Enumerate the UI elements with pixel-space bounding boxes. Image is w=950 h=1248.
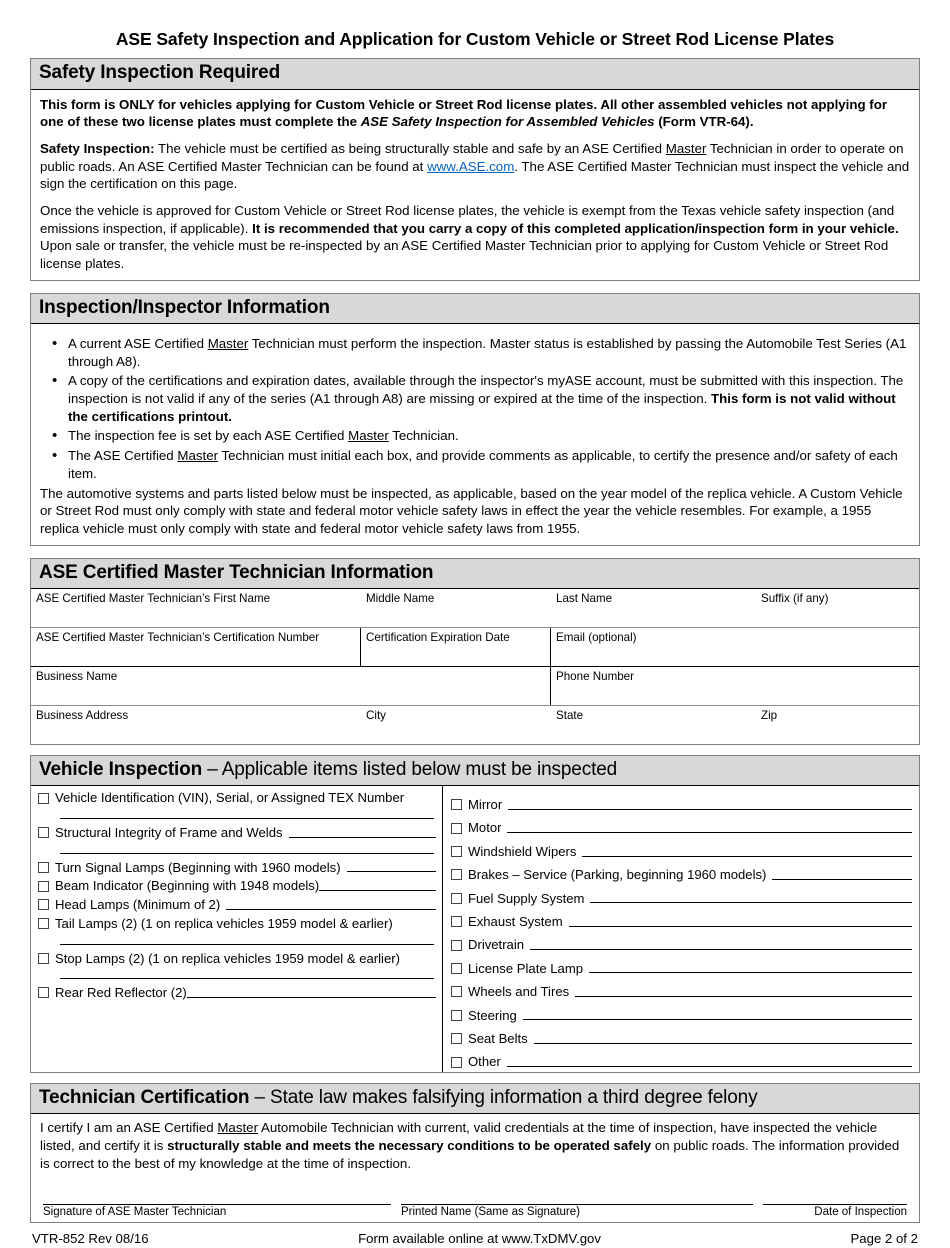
field-business-name[interactable] bbox=[31, 667, 551, 705]
comment-line[interactable] bbox=[575, 996, 912, 997]
safety-paragraph-1 bbox=[40, 96, 910, 131]
field-label: State bbox=[556, 708, 584, 722]
signature-field[interactable] bbox=[43, 1204, 401, 1220]
inspection-item-label: Turn Signal Lamps (Beginning with 1960 models) bbox=[55, 859, 341, 875]
bullet2-a: A copy of the certifications and expiration dates, available through the inspector's myASE account, must be submitted with this inspection. The inspection is not valid if any of the series (A1 through A8) are missing or expired at the time of the inspection. bbox=[68, 373, 904, 407]
section-safety-inspection bbox=[30, 58, 920, 280]
safety-paragraph-2 bbox=[40, 140, 910, 193]
inspection-item-label: Fuel Supply System bbox=[468, 890, 585, 906]
cert-text-b: Automobile Technician with current, valid credentials at the time of inspection, have inspected the vehicle listed, and certify it is bbox=[40, 1120, 878, 1154]
inspector-closing-paragraph: The automotive systems and parts listed below must be inspected, as applicable, based on the year model of the replica vehicle. A Custom Vehicle or Street Rod must only comply with state and federal motor vehicle safety laws in effect the year the vehicle resembles. For example, a 1955 replica vehicle must only comply with state and federal motor vehicle safety laws from 1955. bbox=[40, 485, 903, 536]
inspection-item-label: Brakes – Service (Parking, beginning 1960 models) bbox=[468, 867, 767, 883]
comment-line[interactable] bbox=[589, 972, 912, 973]
safety-p1-italic: ASE Safety Inspection for Assembled Vehicles bbox=[360, 114, 655, 130]
field-certification-number[interactable] bbox=[31, 628, 361, 666]
field-label: Certification Expiration Date bbox=[366, 630, 510, 644]
printed-name-field[interactable] bbox=[401, 1204, 763, 1220]
checkbox-icon[interactable] bbox=[38, 899, 49, 910]
section-inspector-information bbox=[30, 293, 920, 546]
inspection-item-label: Other bbox=[468, 1054, 501, 1070]
inspection-item[interactable] bbox=[451, 976, 912, 999]
inspection-item-label: Structural Integrity of Frame and Welds bbox=[55, 825, 283, 841]
safety-p2-label: Safety Inspection: bbox=[40, 141, 155, 157]
bullet1-b: Technician must perform the inspection. Master status is established by passing the Automobile Test Series (A1 through A8). bbox=[68, 336, 907, 369]
field-last-name[interactable] bbox=[551, 589, 756, 627]
inspection-item-label: Beam Indicator (Beginning with 1948 models) bbox=[55, 878, 320, 894]
section-vehicle-inspection bbox=[30, 755, 920, 1073]
field-label: Phone Number bbox=[556, 669, 634, 683]
cert-text-bold: structurally stable and meets the necessary conditions to be operated safely bbox=[167, 1138, 652, 1154]
inspection-item-label: Seat Belts bbox=[468, 1030, 528, 1046]
comment-line[interactable] bbox=[772, 879, 912, 880]
field-label: City bbox=[366, 708, 386, 722]
inspection-item[interactable] bbox=[451, 1000, 912, 1023]
field-label: Middle Name bbox=[366, 591, 435, 605]
comment-line[interactable] bbox=[507, 1066, 912, 1067]
field-label: Suffix (if any) bbox=[761, 591, 829, 605]
safety-paragraph-3 bbox=[40, 202, 910, 273]
list-item bbox=[66, 335, 910, 370]
ase-website-link[interactable]: www.ASE.com bbox=[427, 158, 515, 174]
safety-p1-b: (Form VTR-64). bbox=[654, 114, 754, 130]
spacer bbox=[38, 875, 436, 877]
spacer bbox=[38, 966, 436, 978]
checkbox-icon[interactable] bbox=[451, 1033, 462, 1044]
checkbox-icon[interactable] bbox=[451, 846, 462, 857]
spacer bbox=[38, 854, 436, 859]
checkbox-icon[interactable] bbox=[38, 862, 49, 873]
inspector-bullet-list bbox=[40, 335, 910, 482]
footer-availability: Form available online at www.TxDMV.gov bbox=[358, 1231, 601, 1247]
field-label: Business Name bbox=[36, 669, 118, 683]
bullet4-master: Master bbox=[177, 448, 219, 464]
inspection-item[interactable] bbox=[451, 789, 912, 812]
inspection-item[interactable] bbox=[38, 951, 436, 967]
comment-line[interactable] bbox=[319, 890, 436, 891]
table-row bbox=[31, 706, 919, 744]
certification-statement bbox=[40, 1119, 910, 1172]
field-label: Zip bbox=[761, 708, 778, 722]
inspection-item-label: Head Lamps (Minimum of 2) bbox=[55, 897, 221, 913]
page-title: ASE Safety Inspection and Application for Custom Vehicle or Street Rod License Plates bbox=[115, 29, 835, 49]
field-label: Email (optional) bbox=[556, 630, 637, 644]
spacer bbox=[38, 841, 436, 853]
checkbox-icon[interactable] bbox=[38, 918, 49, 929]
checkbox-icon[interactable] bbox=[38, 881, 49, 892]
inspection-item[interactable] bbox=[38, 916, 436, 932]
inspection-item-label: Windshield Wipers bbox=[468, 843, 577, 859]
spacer bbox=[38, 913, 436, 915]
vehicle-inspection-left-column bbox=[31, 786, 443, 1072]
field-email[interactable] bbox=[551, 628, 919, 666]
inspection-item-label: Drivetrain bbox=[468, 937, 525, 953]
inspection-item[interactable] bbox=[38, 860, 436, 876]
inspector-information-heading: Inspection/Inspector Information bbox=[31, 294, 919, 324]
comment-line[interactable] bbox=[569, 926, 912, 927]
list-item bbox=[66, 447, 910, 482]
comment-line[interactable] bbox=[507, 832, 912, 833]
inspection-item[interactable] bbox=[451, 813, 912, 836]
vehicle-inspection-right-column bbox=[443, 786, 919, 1072]
vehicle-inspection-heading-bold: Vehicle Inspection bbox=[39, 758, 203, 780]
safety-p3-b: Upon sale or transfer, the vehicle must be re-inspected by an ASE Certified Master Technician prior to applying for Custom Vehicle or Street Rod license plates. bbox=[40, 238, 889, 272]
inspection-item[interactable] bbox=[451, 1023, 912, 1046]
list-item bbox=[66, 427, 910, 445]
field-certification-expiration[interactable] bbox=[361, 628, 551, 666]
comment-line[interactable] bbox=[530, 949, 912, 950]
field-label: ASE Certified Master Technician’s Certification Number bbox=[36, 630, 320, 644]
table-row bbox=[31, 628, 919, 667]
technician-information-heading: ASE Certified Master Technician Information bbox=[31, 559, 919, 589]
bullet4-b: Technician must initial each box, and provide comments as applicable, to certify the presence and/or safety of each item. bbox=[68, 448, 898, 481]
technician-information-grid bbox=[31, 589, 919, 744]
comment-line[interactable] bbox=[226, 909, 436, 910]
page-footer bbox=[30, 1227, 920, 1248]
checkbox-icon[interactable] bbox=[451, 893, 462, 904]
spacer bbox=[38, 945, 436, 950]
safety-p2-c: . The ASE Certified Master Technician must inspect the vehicle and sign the certification on this page. bbox=[40, 158, 910, 192]
comment-line[interactable] bbox=[590, 902, 912, 903]
inspection-item[interactable] bbox=[451, 953, 912, 976]
inspection-item-label: Vehicle Identification (VIN), Serial, or Assigned TEX Number bbox=[55, 790, 405, 806]
certification-heading-rest: – State law makes falsifying information a third degree felony bbox=[249, 1087, 758, 1109]
comment-line[interactable] bbox=[534, 1043, 912, 1044]
bullet3-b: Technician. bbox=[388, 428, 459, 444]
inspection-item[interactable] bbox=[451, 883, 912, 906]
inspection-item-label: Tail Lamps (2) (1 on replica vehicles 1959 model & earlier) bbox=[55, 915, 393, 931]
field-label: ASE Certified Master Technician’s First Name bbox=[36, 591, 271, 605]
comment-line[interactable] bbox=[508, 809, 912, 810]
inspection-item[interactable] bbox=[38, 825, 436, 841]
inspection-item[interactable] bbox=[451, 930, 912, 953]
section-technician-certification bbox=[30, 1083, 920, 1223]
comment-line[interactable] bbox=[347, 871, 436, 872]
field-suffix[interactable] bbox=[756, 589, 919, 627]
checkbox-icon[interactable] bbox=[38, 827, 49, 838]
comment-line[interactable] bbox=[289, 837, 436, 838]
inspection-item-label: Stop Lamps (2) (1 on replica vehicles 1959 model & earlier) bbox=[55, 950, 400, 966]
field-middle-name[interactable] bbox=[361, 589, 551, 627]
field-business-address[interactable] bbox=[31, 706, 361, 744]
vehicle-inspection-columns bbox=[31, 786, 919, 1072]
checkbox-icon[interactable] bbox=[38, 953, 49, 964]
checkbox-icon[interactable] bbox=[38, 987, 49, 998]
certification-heading-bold: Technician Certification bbox=[39, 1087, 250, 1109]
spacer bbox=[38, 894, 436, 896]
certification-body bbox=[31, 1114, 919, 1222]
field-phone-number[interactable] bbox=[551, 667, 919, 705]
table-row bbox=[31, 667, 919, 706]
inspection-item[interactable] bbox=[451, 836, 912, 859]
inspection-item[interactable] bbox=[38, 790, 436, 806]
inspection-item-label: License Plate Lamp bbox=[468, 960, 584, 976]
inspection-item-label: Motor bbox=[468, 820, 502, 836]
checkbox-icon[interactable] bbox=[451, 916, 462, 927]
footer-page-number: Page 2 of 2 bbox=[850, 1231, 918, 1247]
spacer bbox=[38, 932, 436, 944]
bullet3-master: Master bbox=[348, 428, 389, 444]
field-first-name[interactable] bbox=[31, 589, 361, 627]
safety-inspection-heading: Safety Inspection Required bbox=[31, 59, 919, 89]
safety-p2-master: Master bbox=[665, 141, 707, 157]
checkbox-icon[interactable] bbox=[451, 986, 462, 997]
footer-form-number: VTR-852 Rev 08/16 bbox=[32, 1231, 149, 1247]
checkbox-icon[interactable] bbox=[451, 1010, 462, 1021]
comment-line[interactable] bbox=[582, 856, 912, 857]
field-label: Business Address bbox=[36, 708, 129, 722]
checkbox-icon[interactable] bbox=[451, 940, 462, 951]
inspector-information-body bbox=[31, 324, 919, 544]
inspection-item[interactable] bbox=[38, 878, 436, 894]
safety-p2-b: Technician in order to operate on public roads. An ASE Certified Master Technician can be found at bbox=[40, 141, 904, 174]
checkbox-icon[interactable] bbox=[451, 799, 462, 810]
inspection-item-label: Mirror bbox=[468, 797, 503, 813]
safety-p3-a: Once the vehicle is approved for Custom Vehicle or Street Rod license plates, the vehicle is exempt from the Texas vehicle safety inspection (and emissions inspection, if applicable). bbox=[40, 203, 895, 236]
cert-text-c: on public roads. The information provided is correct to the best of my knowledge at the time of inspection. bbox=[40, 1138, 900, 1171]
comment-line[interactable] bbox=[187, 997, 436, 998]
field-state[interactable] bbox=[551, 706, 756, 744]
spacer bbox=[38, 819, 436, 824]
checkbox-icon[interactable] bbox=[451, 1057, 462, 1068]
vehicle-inspection-heading-rest: – Applicable items listed below must be inspected bbox=[202, 758, 618, 780]
bullet4-a: The ASE Certified bbox=[68, 448, 178, 464]
list-item bbox=[66, 372, 910, 425]
inspection-item[interactable] bbox=[451, 1047, 912, 1070]
section-technician-information bbox=[30, 558, 920, 745]
checkbox-icon[interactable] bbox=[451, 869, 462, 880]
inspection-item[interactable] bbox=[451, 860, 912, 883]
safety-inspection-body bbox=[31, 90, 919, 280]
cert-text-master: Master bbox=[217, 1120, 258, 1136]
field-label: Last Name bbox=[556, 591, 613, 605]
spacer bbox=[38, 979, 436, 984]
field-zip[interactable] bbox=[756, 706, 919, 744]
bullet1-master: Master bbox=[207, 336, 249, 352]
checkbox-icon[interactable] bbox=[38, 793, 49, 804]
cert-text-a: I certify I am an ASE Certified bbox=[40, 1120, 218, 1136]
inspection-item[interactable] bbox=[38, 897, 436, 913]
signature-row bbox=[40, 1204, 910, 1222]
safety-p2-a: The vehicle must be certified as being structurally stable and safe by an ASE Certified bbox=[154, 141, 666, 157]
inspection-item[interactable] bbox=[451, 906, 912, 929]
inspection-item-label: Rear Red Reflector (2) bbox=[55, 985, 187, 1001]
checkbox-icon[interactable] bbox=[451, 823, 462, 834]
printed-name-caption: Printed Name (Same as Signature) bbox=[401, 1206, 580, 1219]
inspection-item[interactable] bbox=[38, 985, 436, 1001]
field-city[interactable] bbox=[361, 706, 551, 744]
signature-caption: Signature of ASE Master Technician bbox=[43, 1206, 227, 1219]
certification-heading bbox=[31, 1084, 919, 1114]
checkbox-icon[interactable] bbox=[451, 963, 462, 974]
inspection-item-label: Wheels and Tires bbox=[468, 984, 570, 1000]
spacer bbox=[38, 806, 436, 818]
date-of-inspection-field[interactable] bbox=[763, 1204, 907, 1220]
vehicle-inspection-heading bbox=[31, 756, 919, 786]
safety-p1-a: This form is ONLY for vehicles applying for Custom Vehicle or Street Rod license plates. All other assembled vehicles not applying for one of these two license plates must complete the bbox=[40, 96, 888, 130]
bullet1-a: A current ASE Certified bbox=[68, 336, 208, 352]
inspection-item-label: Exhaust System bbox=[468, 913, 563, 929]
inspection-item-label: Steering bbox=[468, 1007, 517, 1023]
comment-line[interactable] bbox=[523, 1019, 912, 1020]
bullet3-a: The inspection fee is set by each ASE Certified bbox=[68, 428, 349, 444]
date-caption: Date of Inspection bbox=[814, 1206, 907, 1219]
bullet2-bold: This form is not valid without the certifications printout. bbox=[68, 391, 896, 424]
safety-p3-bold: It is recommended that you carry a copy of this completed application/inspection form in your vehicle. bbox=[252, 220, 899, 236]
table-row bbox=[31, 589, 919, 628]
